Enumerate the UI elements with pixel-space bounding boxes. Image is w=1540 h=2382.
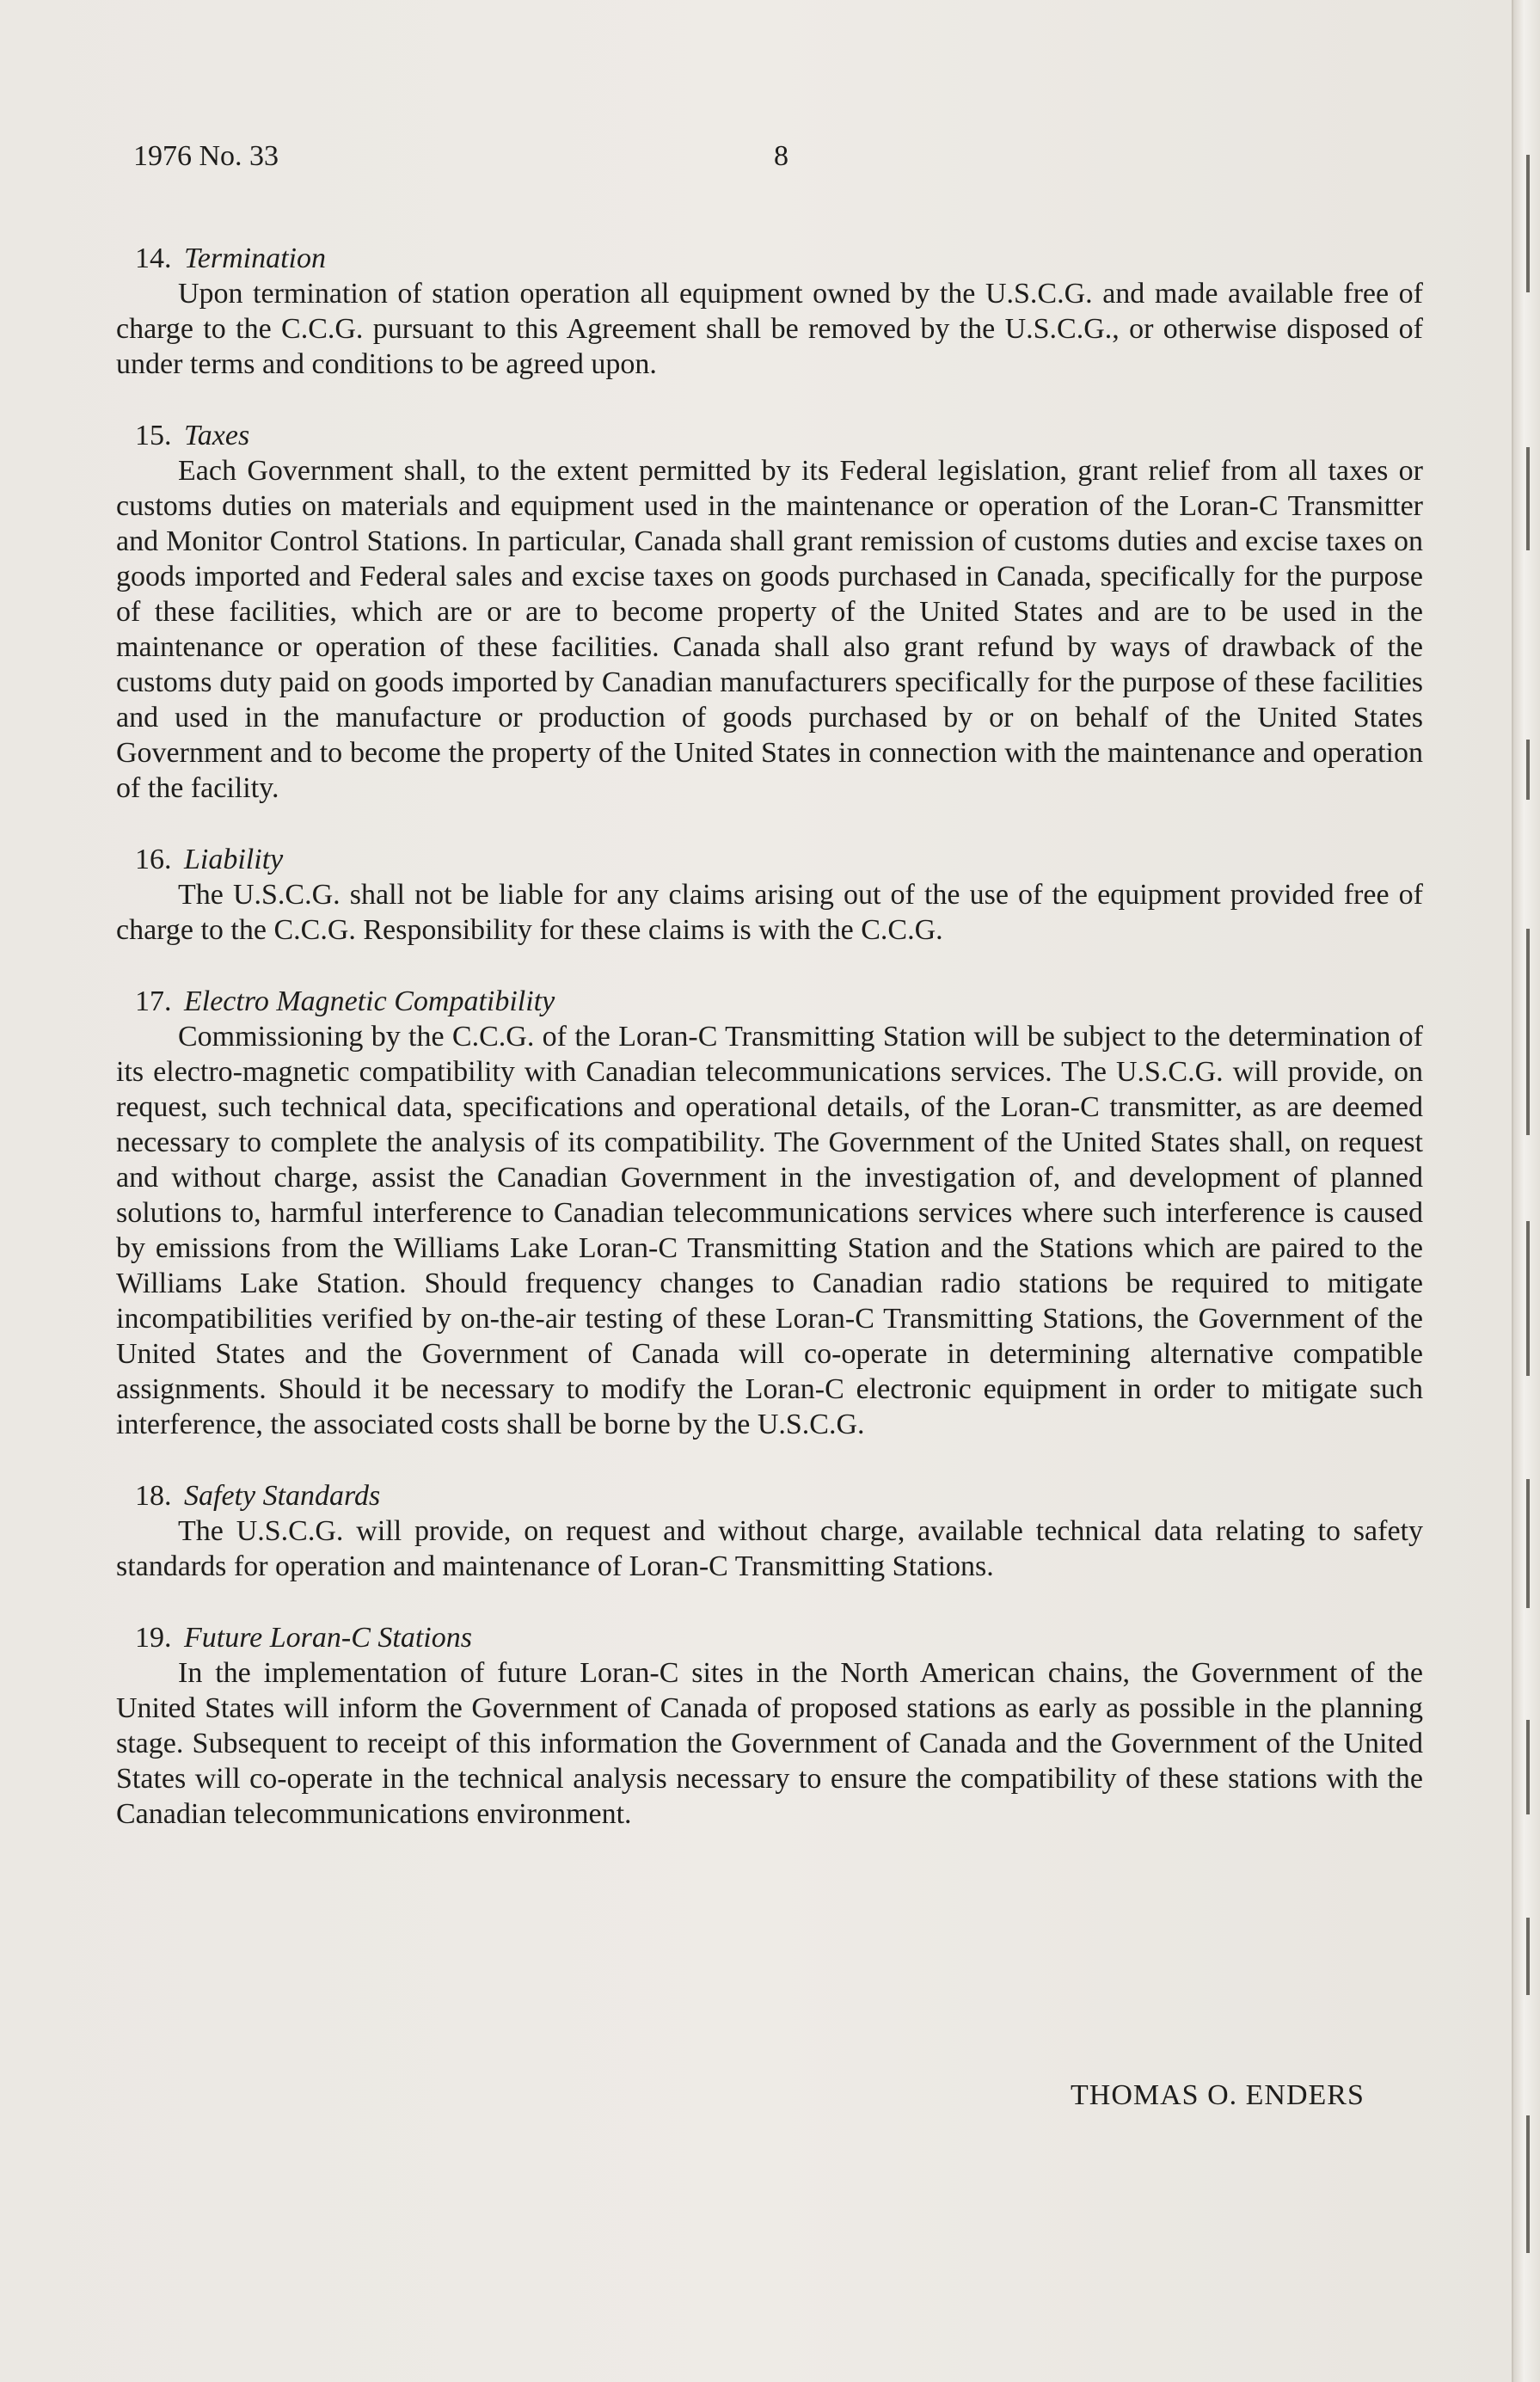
section-heading — [135, 842, 1423, 877]
edge-mark — [1526, 1479, 1530, 1608]
edge-mark — [1526, 1720, 1530, 1814]
section-termination — [116, 241, 1423, 382]
statute-reference: 1976 No. 33 — [133, 140, 279, 172]
section-number: 14. — [135, 242, 172, 274]
edge-mark — [1526, 2115, 1530, 2253]
section-title: Safety Standards — [184, 1480, 381, 1512]
section-body: The U.S.C.G. shall not be liable for any claims arising out of the use of the equipment provided free of charge to the C.C.G. Responsibility for these claims is with the C.C.G. — [116, 879, 1423, 946]
section-body: In the implementation of future Loran-C sites in the North American chains, the Government of the United States will inform the Government of Canada of proposed stations as early as possible in the planning stage. Subsequent to receipt of this information the Government of Canada and the Government of the United States will co-operate in the technical analysis necessary to ensure the compatibility of these stations with the Canadian telecommunications environment. — [116, 1657, 1423, 1830]
section-liability — [116, 842, 1423, 948]
section-title: Taxes — [184, 420, 250, 451]
section-heading — [135, 1620, 1423, 1655]
section-future-loran-c-stations — [116, 1620, 1423, 1832]
section-body: Upon termination of station operation all equipment owned by the U.S.C.G. and made available free of charge to the C.C.G. pursuant to this Agreement shall be removed by the U.S.C.G., or otherwise disposed of under terms and conditions to be agreed upon. — [116, 278, 1423, 380]
edge-mark — [1526, 447, 1530, 550]
section-heading — [135, 241, 1423, 276]
section-safety-standards — [116, 1478, 1423, 1584]
section-heading — [135, 418, 1423, 453]
section-title: Liability — [184, 844, 284, 875]
section-taxes — [116, 418, 1423, 806]
section-body: Each Government shall, to the extent permitted by its Federal legislation, grant relief from all taxes or customs duties on materials and equipment used in the maintenance or operation of the Loran-C Transmitter and Monitor Control Stations. In particular, Canada shall grant remission of customs duties and excise taxes on goods imported and Federal sales and excise taxes on goods purchased in Canada, specifically for the purpose of these facilities, which are or are to become property of the United States and are to be used in the maintenance or operation of these facilities. Canada shall also grant refund by ways of drawback of the customs duty paid on goods imported by Canadian manufacturers specifically for the purpose of these facilities and used in the manufacture or production of goods purchased by or on behalf of the United States Government and to become the property of the United States in connection with the maintenance and operation of the facility. — [116, 455, 1423, 804]
section-electro-magnetic-compatibility — [116, 984, 1423, 1442]
edge-mark — [1526, 740, 1530, 800]
section-body: The U.S.C.G. will provide, on request and without charge, available technical data relating to safety standards for operation and maintenance of Loran-C Transmitting Stations. — [116, 1515, 1423, 1582]
section-heading — [135, 1478, 1423, 1513]
section-title: Electro Magnetic Compatibility — [184, 985, 555, 1017]
section-number: 16. — [135, 844, 172, 875]
edge-mark — [1526, 1221, 1530, 1376]
section-number: 18. — [135, 1480, 172, 1512]
section-title: Termination — [184, 242, 327, 274]
signatory-name: THOMAS O. ENDERS — [1071, 2079, 1365, 2111]
section-heading — [135, 984, 1423, 1019]
page-number: 8 — [774, 140, 788, 172]
section-title: Future Loran-C Stations — [184, 1622, 472, 1654]
agreement-text — [116, 241, 1423, 1868]
section-number: 15. — [135, 420, 172, 451]
section-body: Commissioning by the C.C.G. of the Loran-C Transmitting Station will be subject to the determination of its electro-magnetic compatibility with Canadian telecommunications services. The U.S.C.G. will provide, on request, such technical data, specifications and operational details, of the Loran-C transmitter, as are deemed necessary to complete the analysis of its compatibility. The Government of the United States shall, on request and without charge, assist the Canadian Government in the investigation of, and development of planned solutions to, harmful interference to Canadian telecommunications services where such interference is caused by emissions from the Williams Lake Loran-C Transmitting Station and the Stations which are paired to the Williams Lake Station. Should frequency changes to Canadian radio stations be required to mitigate incompatibilities verified by on-the-air testing of these Loran-C Transmitting Stations, the Government of the United States and the Government of Canada will co-operate in determining alternative compatible assignments. Should it be necessary to modify the Loran-C electronic equipment in order to mitigate such interference, the associated costs shall be borne by the U.S.C.G. — [116, 1021, 1423, 1440]
section-number: 19. — [135, 1622, 172, 1654]
edge-mark — [1526, 929, 1530, 1135]
running-header — [133, 140, 1423, 183]
edge-mark — [1526, 155, 1530, 292]
section-number: 17. — [135, 985, 172, 1017]
page-edge — [1512, 0, 1540, 2382]
edge-mark — [1526, 1918, 1530, 1995]
